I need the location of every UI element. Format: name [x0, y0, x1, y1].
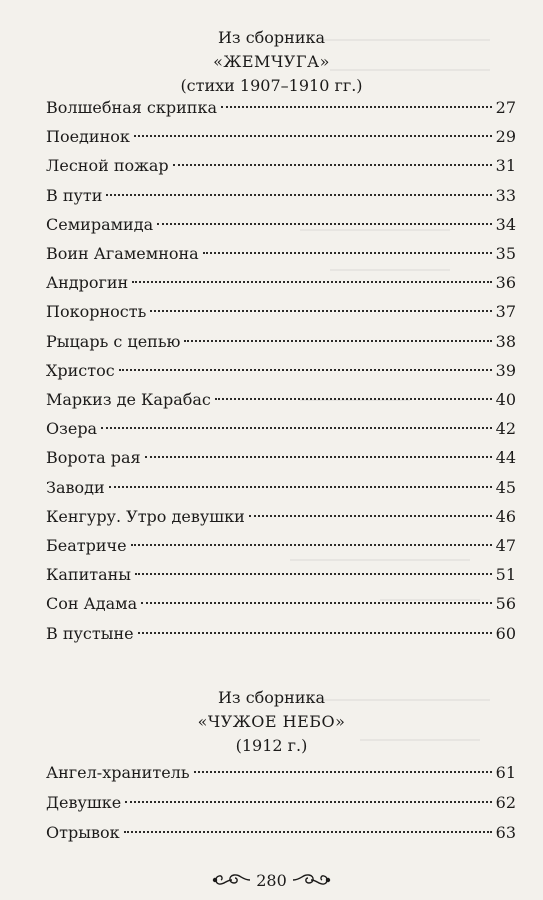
toc-entry: [46, 359, 516, 383]
dot-leader: [194, 771, 492, 773]
entry-page-number: 37: [495, 302, 516, 322]
entry-page-number: 36: [495, 273, 516, 293]
entry-page-number: 29: [495, 127, 516, 147]
entry-page-number: 38: [495, 331, 516, 351]
dot-leader: [131, 544, 492, 546]
entry-title: Сон Адама: [46, 594, 138, 614]
dot-leader: [125, 801, 491, 803]
entry-title: Капитаны: [46, 565, 132, 585]
toc-entry: [46, 505, 516, 529]
entry-page-number: 61: [495, 763, 516, 782]
entry-title: Семирамида: [46, 214, 154, 234]
toc-entry: [46, 125, 516, 149]
flourish-ornament-left-icon: [212, 871, 252, 889]
entry-title: Волшебная скрипка: [46, 98, 217, 117]
dot-leader: [249, 515, 492, 517]
entry-page-number: 42: [495, 419, 516, 439]
entry-title: Отрывок: [46, 823, 120, 842]
dot-leader: [215, 398, 492, 400]
entry-title: В пустыне: [46, 623, 134, 643]
toc-entry: [46, 761, 516, 785]
entry-page-number: 62: [495, 793, 516, 812]
dot-leader: [221, 106, 492, 108]
dot-leader: [145, 456, 492, 458]
toc-entry: [46, 821, 516, 845]
page-number: 280: [256, 870, 287, 890]
entry-page-number: 63: [495, 823, 516, 842]
dot-leader: [109, 486, 492, 488]
entry-title: Девушке: [46, 793, 122, 812]
entry-page-number: 34: [495, 214, 516, 234]
entry-page-number: 47: [495, 536, 516, 555]
entry-title: Озера: [46, 419, 98, 439]
toc-entry: [46, 271, 516, 295]
dot-leader: [101, 427, 492, 429]
entry-title: Маркиз де Карабас: [46, 390, 211, 409]
toc-entry: [46, 534, 516, 558]
section-intro: Из сборника: [217, 688, 326, 707]
dot-leader: [203, 252, 492, 254]
dot-leader: [184, 340, 491, 342]
toc-entry: [46, 622, 516, 646]
toc-entry: [46, 446, 516, 470]
entry-page-number: 51: [495, 565, 516, 585]
entry-page-number: 27: [495, 98, 516, 117]
dot-leader: [134, 135, 492, 137]
toc-entry: [46, 388, 516, 412]
toc-entry: [46, 154, 516, 178]
entry-page-number: 60: [495, 623, 516, 643]
entry-title: Воин Агамемнона: [46, 244, 199, 263]
entry-title: Беатриче: [46, 536, 127, 555]
toc-entry: [46, 242, 516, 266]
entry-title: Рыцарь с цепью: [46, 331, 181, 351]
toc-entry: [46, 300, 516, 324]
entry-page-number: 39: [495, 360, 516, 380]
toc-entry: [46, 476, 516, 500]
entry-page-number: 45: [495, 477, 516, 497]
entry-page-number: 46: [495, 506, 516, 526]
entry-title: Ворота рая: [46, 448, 141, 468]
section-intro: Из сборника: [217, 28, 326, 47]
dot-leader: [135, 573, 492, 575]
section-header-chuzhoe-nebo: [0, 686, 543, 758]
toc-entry: [46, 96, 516, 120]
toc-entry: [46, 213, 516, 237]
toc-entry: [46, 330, 516, 354]
entry-title: Ангел-хранитель: [46, 763, 190, 782]
entry-page-number: 56: [495, 594, 516, 614]
dot-leader: [106, 194, 491, 196]
dot-leader: [157, 223, 492, 225]
entry-title: Андрогин: [46, 273, 129, 293]
dot-leader: [119, 369, 492, 371]
dot-leader: [150, 310, 491, 312]
entry-page-number: 40: [495, 390, 516, 409]
entry-title: Кенгуру. Утро девушки: [46, 506, 245, 526]
dot-leader: [124, 831, 492, 833]
dot-leader: [173, 164, 492, 166]
toc-entry: [46, 563, 516, 587]
dot-leader: [132, 281, 491, 283]
flourish-ornament-right-icon: [291, 871, 331, 889]
entry-page-number: 31: [495, 156, 516, 176]
entry-title: Поединок: [46, 127, 130, 147]
toc-entry: [46, 417, 516, 441]
entry-title: Заводи: [46, 477, 105, 497]
dot-leader: [141, 602, 492, 604]
entry-title: Лесной пожар: [46, 156, 169, 176]
toc-entry: [46, 592, 516, 616]
collection-years: (1912 г.): [235, 736, 308, 755]
toc-entry: [46, 184, 516, 208]
dot-leader: [138, 632, 492, 634]
collection-title: «ЧУЖОЕ НЕБО»: [197, 712, 346, 731]
entry-page-number: 33: [495, 185, 516, 205]
entry-title: В пути: [46, 185, 103, 205]
entry-title: Христос: [46, 360, 115, 380]
entry-page-number: 44: [495, 448, 516, 468]
entry-page-number: 35: [495, 244, 516, 263]
collection-title: «ЖЕМЧУГА»: [213, 52, 330, 71]
page-footer: [0, 866, 543, 894]
section-header-zhemchuga: [0, 26, 543, 98]
collection-years: (стихи 1907–1910 гг.): [180, 76, 363, 95]
entry-title: Покорность: [46, 302, 147, 322]
toc-entry: [46, 791, 516, 815]
